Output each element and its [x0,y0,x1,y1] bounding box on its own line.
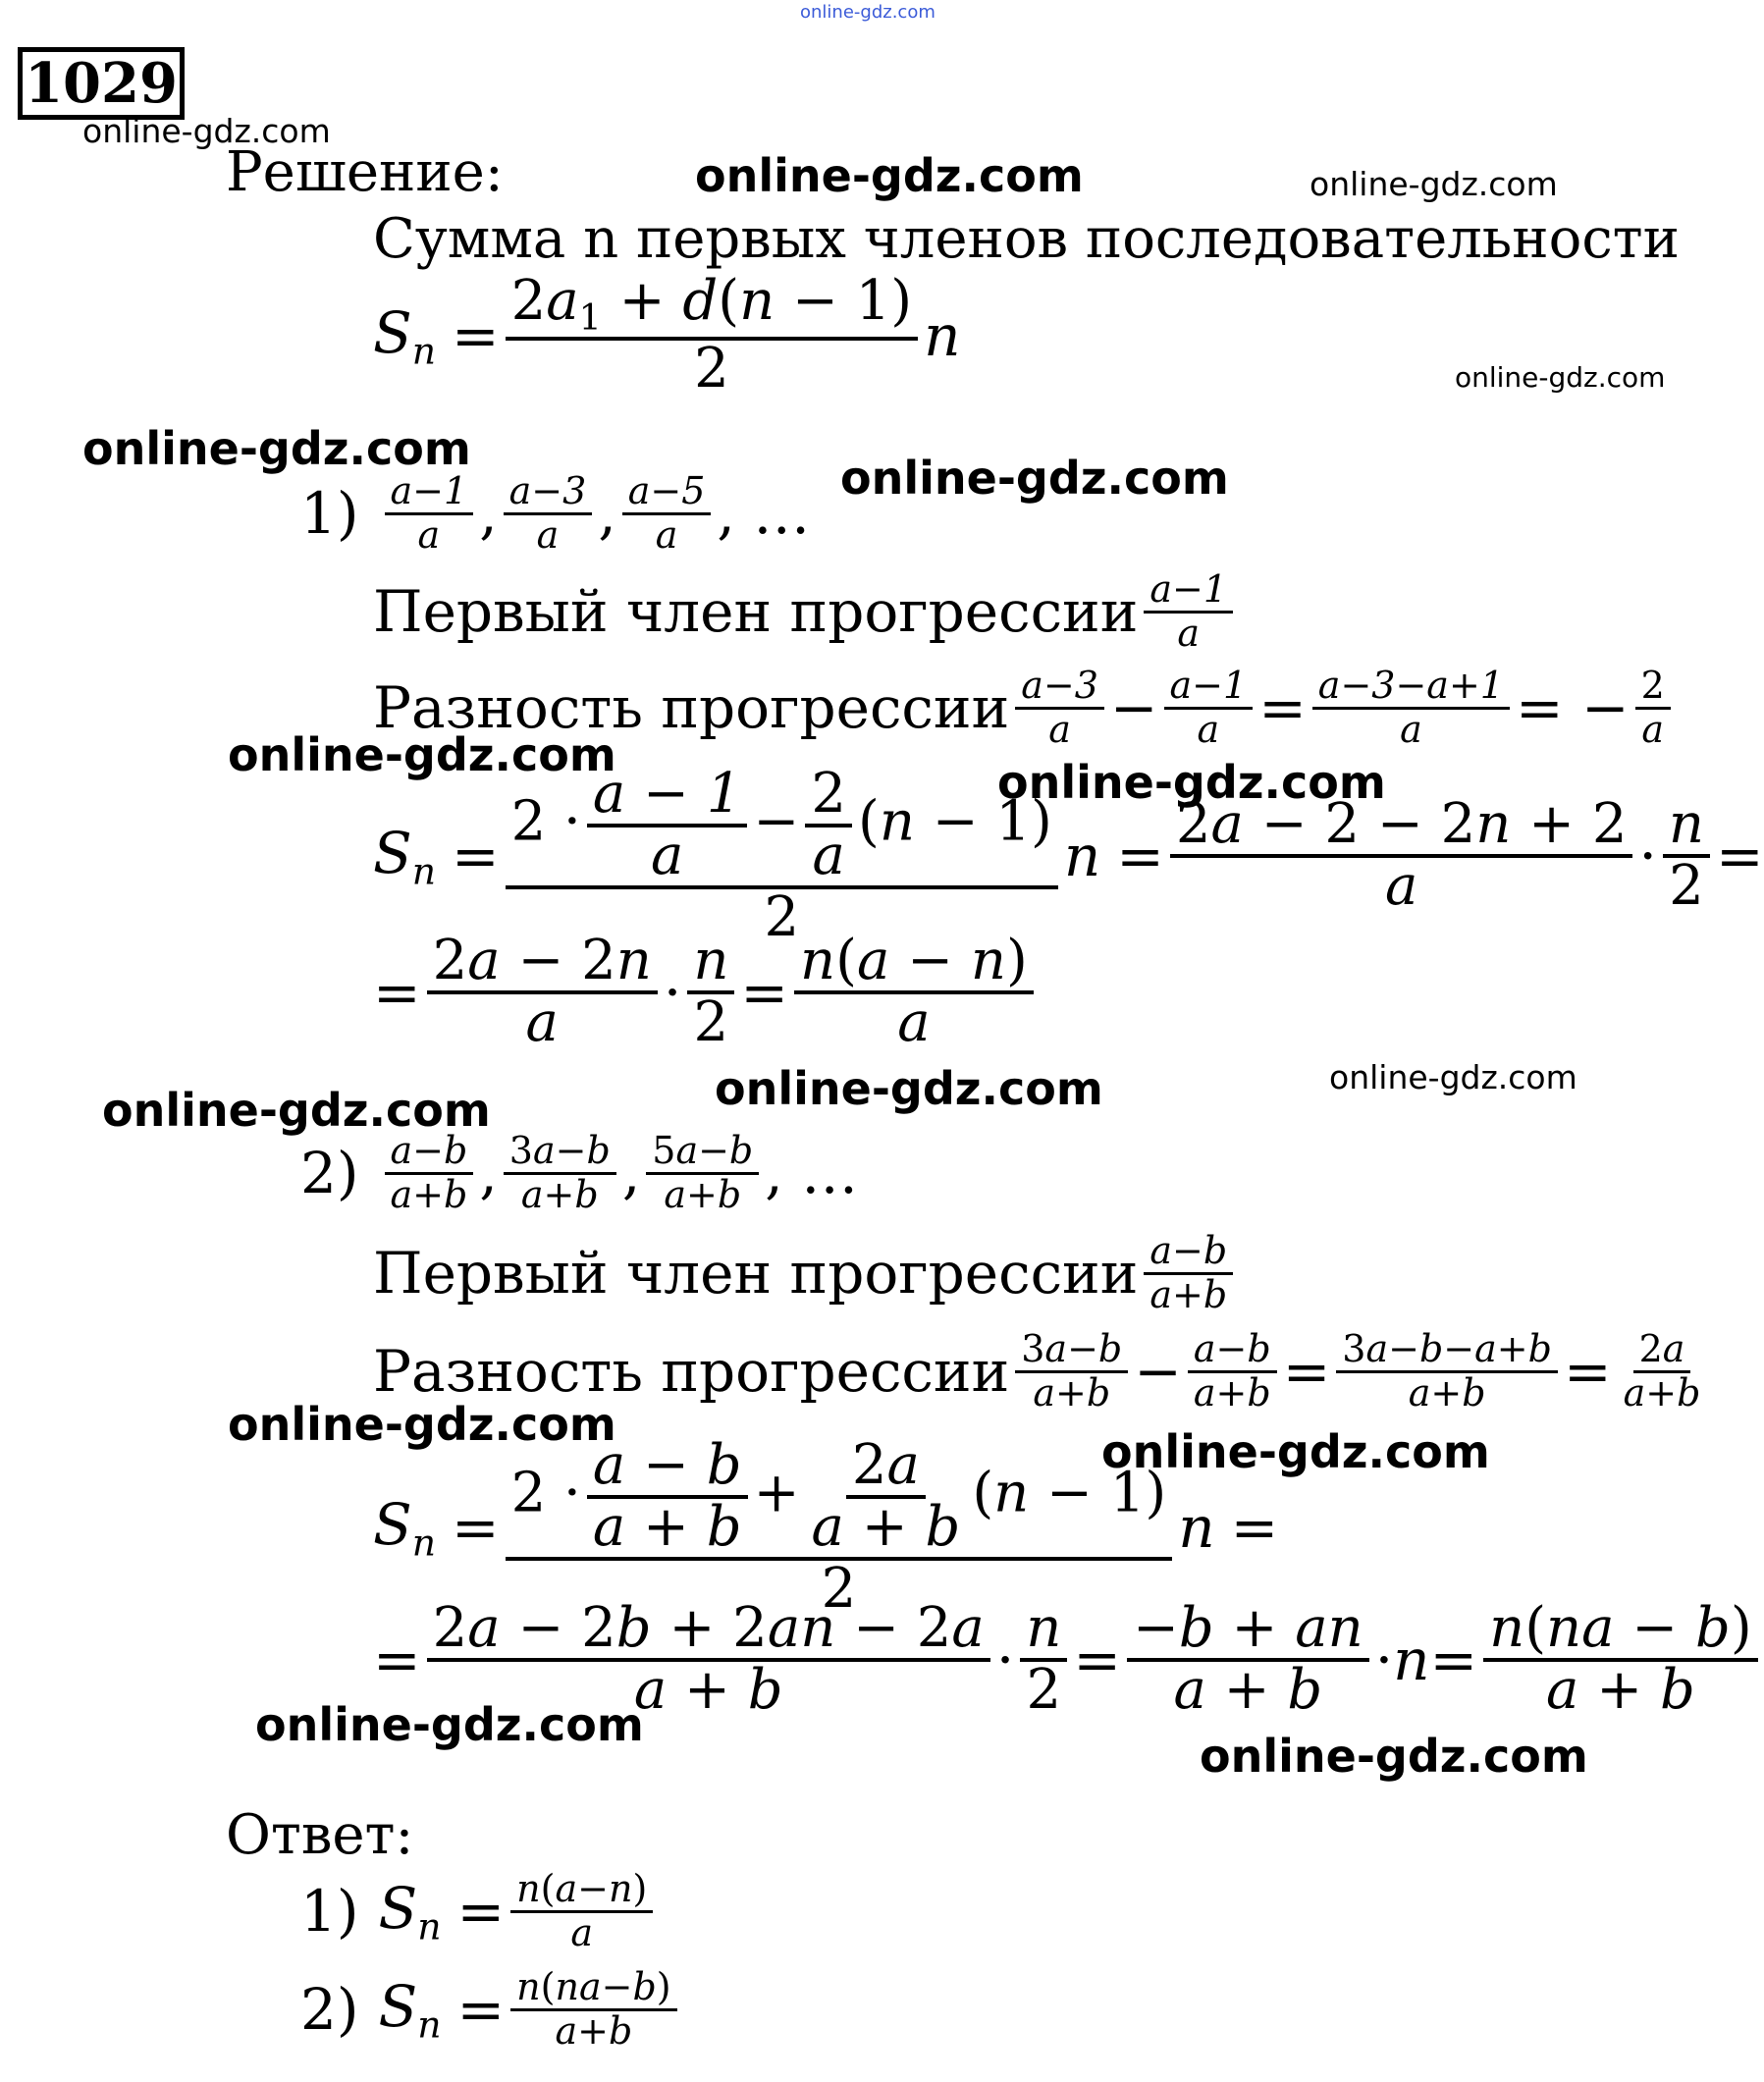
part2-difference: Разность прогрессии $\frac{3a-b}{a+b}$ − $\frac{a-b}{a+b}$ = $\frac{3a-b-a+b}{a+b}$ = $\frac{2a}{a+b}$ [373,1327,1701,1415]
watermark: online-gdz.com [228,728,616,781]
watermark: online-gdz.com [997,756,1386,809]
part2-sequence: 2) $\frac{a-b}{a+b}$ , $\frac{3a-b}{a+b}$ , $\frac{5a-b}{a+b}$ , … [300,1129,859,1216]
part1-sequence: 1) $\frac{a-1}{a}$ , $\frac{a-3}{a}$ , $\frac{a-5}{a}$ , … [300,469,811,557]
part1-difference: Разность прогрессии $\frac{a-3}{a}$ − $\frac{a-1}{a}$ = $\frac{a-3-a+1}{a}$ = − $\frac{2}{a}$ [373,666,1677,751]
problem-number: 1029 [18,47,185,120]
watermark-top: online-gdz.com [800,2,935,23]
watermark: online-gdz.com [1329,1058,1577,1096]
part2-label: 2) [300,1140,359,1207]
part2-sum-step1: $S_n$ = 2 · $\frac{a - b}{a + b}$ + $\frac{2a}{a + b}$ (n − 1) 2 n = [373,1433,1279,1621]
part1-sum-step1: $S_n$ = 2 · $\frac{a - 1}{a}$ − $\frac{2}{a}$ (n − 1) 2 n = $\frac{2a - 2 - 2n + 2}{a}$ · $\frac{n}{2}$ = [373,762,1764,949]
watermark: online-gdz.com [228,1398,616,1451]
watermark: online-gdz.com [82,112,331,150]
watermark: online-gdz.com [695,149,1084,202]
answer-item-1: 1) $S_n$ = $\frac{n(a-n)}{a}$ [300,1869,659,1954]
watermark: online-gdz.com [102,1084,491,1137]
watermark: online-gdz.com [255,1698,644,1751]
watermark: online-gdz.com [1200,1730,1588,1783]
general-sum-formula: $S_n$ = $\frac{2a_1 + d(n - 1)}{2}$ n [373,269,961,401]
part1-first-term: Первый член прогрессии $\frac{a-1}{a}$ [373,569,1239,655]
watermark: online-gdz.com [82,422,471,475]
watermark: online-gdz.com [1455,361,1666,394]
part1-sum-step2: = $\frac{2a - 2n}{a}$ · $\frac{n}{2}$ = $\frac{n(a - n)}{a}$ [373,933,1040,1052]
watermark: online-gdz.com [715,1062,1103,1115]
answer-item-2: 2) $S_n$ = $\frac{n(na-b)}{a+b}$ [300,1967,683,2053]
watermark: online-gdz.com [1310,165,1558,203]
sum-intro: Сумма n первых членов последовательности [373,207,1680,271]
part1-label: 1) [300,480,359,548]
answer-label: Ответ: [226,1803,414,1867]
part2-first-term: Первый член прогрессии $\frac{a-b}{a+b}$ [373,1231,1239,1316]
watermark: online-gdz.com [1101,1425,1490,1478]
part2-sum-step2: = $\frac{2a - 2b + 2an - 2a}{a + b}$ · $\frac{n}{2}$ = $\frac{-b + an}{a + b}$ · n = $\frac{n(na - b)}{a + b}$ [373,1600,1764,1720]
solution-label: Решение: [226,140,504,204]
watermark: online-gdz.com [840,452,1229,505]
